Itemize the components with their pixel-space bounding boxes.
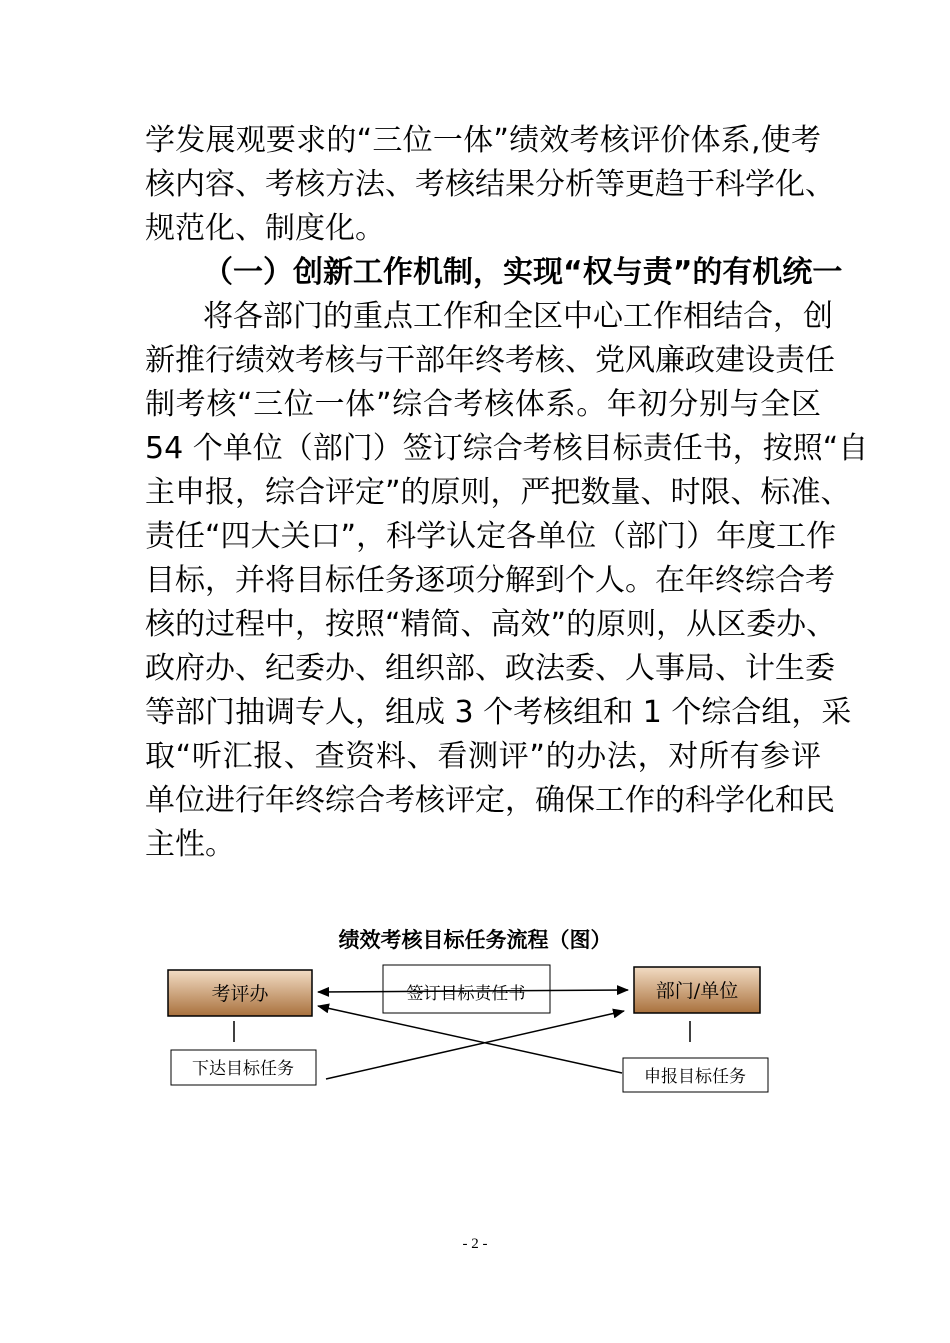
paragraph-main-line-5: 主申报，综合评定”的原则，严把数量、时限、标准、 [145,475,851,510]
paragraph-main-line-11: 取“听汇报、查资料、看测评”的办法，对所有参评 [145,739,821,774]
diagram-title: 绩效考核目标任务流程（图） [338,928,612,952]
paragraph-top-line-1: 学发展观要求的“三位一体”绩效考核评价体系,使考 [145,123,821,158]
node-kaopingban [168,970,312,1016]
paragraph-main-line-12: 单位进行年终综合考核评定，确保工作的科学化和民 [145,783,835,818]
label-report-targets-text: 申报目标任务 [644,1067,746,1087]
section-heading: （一）创新工作机制，实现“权与责”的有机统一 [203,255,843,290]
node-department [634,967,760,1013]
paragraph-top-line-3: 规范化、制度化。 [145,211,385,246]
label-issue-targets [171,1050,316,1085]
paragraph-main-line-2: 新推行绩效考核与干部年终考核、党风廉政建设责任 [145,343,835,378]
arrow-report-to-kaopingban [318,1006,622,1073]
label-report-targets [623,1058,768,1092]
paragraph-main-line-4: 54 个单位（部门）签订综合考核目标责任书，按照“自 [145,431,869,466]
paragraph-main-line-1: 将各部门的重点工作和全区中心工作相结合，创 [203,299,833,334]
paragraph-main-line-10: 等部门抽调专人，组成 3 个考核组和 1 个综合组，采 [145,695,852,730]
paragraph-main-line-13: 主性。 [145,827,235,862]
paragraph-main-line-7: 目标，并将目标任务逐项分解到个人。在年终综合考 [145,563,835,598]
node-kaopingban-label: 考评办 [211,983,269,1005]
label-issue-targets-text: 下达目标任务 [192,1059,294,1079]
arrow-issue-to-department [326,1011,624,1079]
paragraph-main-line-8: 核的过程中，按照“精简、高效”的原则，从区委办、 [145,607,837,642]
paragraph-top-line-2: 核内容、考核方法、考核结果分析等更趋于科学化、 [145,167,835,202]
paragraph-main-line-3: 制考核“三位一体”综合考核体系。年初分别与全区 [145,387,821,422]
page-number: - 2 - [462,1236,488,1252]
paragraph-main-line-9: 政府办、纪委办、组织部、政法委、人事局、计生委 [145,651,835,686]
node-department-label: 部门/单位 [655,980,739,1002]
label-sign-responsibility-text: 签订目标责任书 [406,984,526,1004]
paragraph-main-line-6: 责任“四大关口”，科学认定各单位（部门）年度工作 [145,519,837,554]
